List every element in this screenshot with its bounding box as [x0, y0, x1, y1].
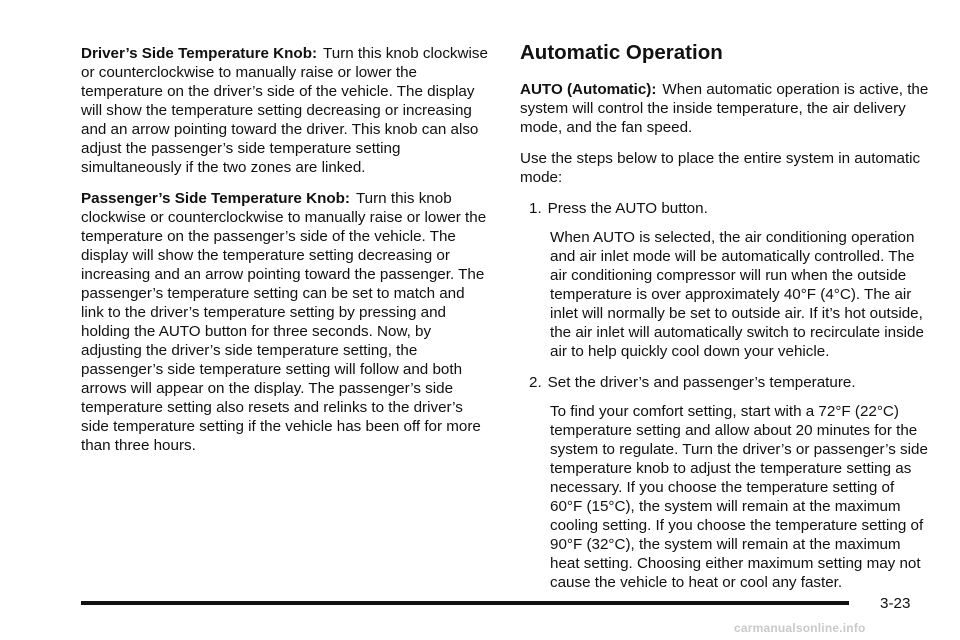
driver-knob-term: Driver’s Side Temperature Knob: — [81, 45, 318, 62]
right-column — [520, 41, 930, 604]
section-heading: Automatic Operation — [520, 41, 723, 64]
left-column — [81, 44, 489, 467]
passenger-knob-paragraph — [81, 189, 489, 455]
step-1-body: When AUTO is selected, the air conditioning operation and air inlet mode will be automatically controlled. The air conditioning compressor will run when the outside temperature is over approximately 40°F (4°C). The air inlet will normally be set to outside air. If it’s hot outside, the air inlet will automatically switch to recirculate inside air to help quickly cool down your vehicle. — [550, 229, 924, 360]
watermark: carmanualsonline.info — [734, 621, 866, 635]
step-1-number: 1. — [529, 200, 542, 217]
step-2-head — [520, 373, 930, 392]
step-1-head — [520, 199, 930, 218]
step-2-number: 2. — [529, 374, 542, 391]
steps-intro: Use the steps below to place the entire system in automatic mode: — [520, 150, 921, 186]
auto-paragraph — [520, 80, 930, 137]
driver-knob-text: Turn this knob clockwise or counterclockwise to manually raise or lower the temperature on the driver’s side of the vehicle. The display will show the temperature setting decreasing or increasing and an arrow pointing toward the driver. This knob can also adjust the passenger’s side temperature setting simultaneously if the two zones are linked. — [81, 45, 488, 176]
steps-list — [520, 199, 930, 592]
passenger-knob-term: Passenger’s Side Temperature Knob: — [81, 190, 350, 207]
passenger-knob-text: Turn this knob clockwise or counterclockwise to manually raise or lower the temperature on the passenger’s side of the vehicle. The display will show the temperature setting decreasing or increasing and an arrow pointing toward the passenger. The passenger’s temperature setting can be set to match and link to the driver’s temperature setting by pressing and holding the AUTO button for three seconds. Now, by adjusting the driver’s side temperature setting, the passenger’s side temperature setting will follow and both arrows will appear on the display. The passenger’s side temperature setting also resets and relinks to the driver’s side temperature setting if the vehicle has been off for more than three hours. — [81, 190, 487, 454]
auto-term: AUTO (Automatic): — [520, 81, 657, 98]
step-2-body: To find your comfort setting, start with a 72°F (22°C) temperature setting and allow about 20 minutes for the system to regulate. Turn the driver’s or passenger’s side temperature knob to adjust the temperature setting as necessary. If you choose the temperature setting of 60°F (15°C), the system will remain at the maximum cooling setting. If you choose the temperature setting of 90°F (32°C), the system will remain at the maximum heat setting. Choosing either maximum setting may not cause the vehicle to heat or cool any faster. — [550, 403, 928, 591]
step-1 — [520, 199, 930, 361]
step-2 — [520, 373, 930, 592]
step-1-title: Press the AUTO button. — [547, 200, 708, 217]
page-number: 3-23 — [880, 595, 911, 612]
auto-text: When automatic operation is active, the system will control the inside temperature, the air delivery mode, and the fan speed. — [520, 81, 929, 136]
footer-rule — [81, 601, 849, 605]
step-2-title: Set the driver’s and passenger’s temperature. — [547, 374, 856, 391]
driver-knob-paragraph — [81, 44, 489, 177]
